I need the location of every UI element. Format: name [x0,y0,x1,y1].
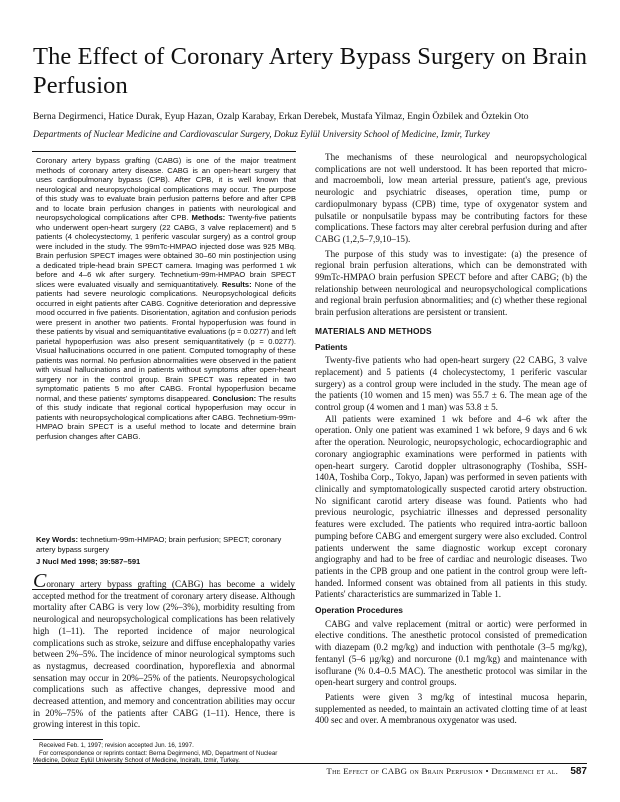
footnote-correspondence: For correspondence or reprints contact: Berna Degirmenci, MD, Department of Nuclear Medicine, Dokuz Eylül University School of Medicine, Inciraltı, Izmir, Turkey. [33,749,278,765]
conclusion-label: Conclusion: [212,393,257,403]
right-column [315,152,587,727]
results-label: Results: [221,279,252,289]
abstract-conclusion: The results of this study indicate that regional cortical hypoperfusion may occur in patients with neuropsychological complications after CABG. Technetium-99m-HMPAO brain SPECT is a useful method to locate and determine brain perfusion changes after CABG. [36,393,296,441]
author-list: Berna Degirmenci, Hatice Durak, Eyup Hazan, Ozalp Karabay, Erkan Derebek, Mustafa Yilmaz, Engin Özbilek and Öztekin Oto [33,111,529,122]
keywords [36,535,294,554]
running-footer [270,766,587,777]
footnote-divider [33,739,103,740]
introduction-text: oronary artery bypass grafting (CABG) has become a widely accepted method for the treatment of coronary artery disease. Although mortality after CABG is very low (2%–3%), morbidity resulting from neurological and neuropsychological complications has been relatively high (1–11). The reported incidence of major neurological complications such as stroke, seizure and diffuse encephalopathy varies between 2%–5%. The incidence of minor neurological symptoms such as nystagmus, decreased coordination, hyporeflexia and abnormal sensation may occur in 20%–25% of the patients. Neuropsychological complications such as affective changes, depressive mood and decreased attention, and memory and concentration abilities may occur in 20%–75% of the patients after CABG (1–11). Hence, there is growing interest in this topic. [33,579,295,730]
abstract [36,156,296,441]
subheading-patients: Patients [315,341,348,352]
journal-citation: J Nucl Med 1998; 39:587–591 [36,557,141,566]
keywords-label: Key Words: [36,535,79,544]
subheading-operation: Operation Procedures [315,605,403,616]
abstract-results: None of the patients had severe neurologic complications. Neuropsychological deficits occurred in eight patients after CABG. Cognitive deterioration and depressive mood occurred in five patients. Disorientation, agitation and confusion periods were present in another two patients. Frontal hypoperfusion was found in these patients by visual and semiquantitative evaluations (p = 0.0277) and left parietal hypoperfusion was also present semiquantitatively (p = 0.0277). Visual hallucinations occurred in one patient. Computed tomography of these patients was normal. No perfusion abnormalities were observed in the patient with visual hallucinations and in patients without symptoms after open-heart surgery nor in the control group. Brain SPECT was repeated in two symptomatic patients 5 mo after CABG. Frontal hypoperfusion became normal, and these patients' symptoms disappeared. [36,279,296,403]
section-heading-methods: MATERIALS AND METHODS [315,325,432,336]
paragraph-examination: All patients were examined 1 wk before and 4–6 wk after the operation. Only one patient was examined 1 wk before, 9 days and 6 wk after the operation. Neurologic, neuropsychologic, echocardiographic and coronary angiographic examinations were performed in patients with open-heart surgery. Carotid doppler ultrasonography (Toshiba, SSH-140A, Toshiba Corp., Tokyo, Japan) was performed in seven patients with clinically and symptomatologically suspected carotid artery obstruction. No significant carotid artery disease was found. Patients who had previous neurologic, psychiatric illnesses and depressed personality features were excluded. The patients who required intra-aortic balloon pumping before CABG and emergent surgery were also excluded. Control patients underwent the same diagnostic workup except coronary angiography and had to be free of cardiac and neurologic diseases. Two patients in the CPB group and one patient in the control group were left-handed. Informed consent was obtained from all patients in this study. Patients' characteristics are summarized in Table 1. [315,413,587,600]
affiliation: Departments of Nuclear Medicine and Cardiovascular Surgery, Dokuz Eylül University School of Medicine, Izmir, Turkey [33,130,490,140]
introduction-paragraph [33,570,295,731]
paragraph-mechanisms: The mechanisms of these neurological and neuropsychological complications are not well understood. It has been reported that micro- and macroemboli, low mean arterial pressure, patient's age, previous neurologic and psychiatric diseases, operation time, pump or cardiopulmonary bypass (CPB) time, type of oxygenator system and pulsatile or nonpulsatile bypass may be contributing factors for these complications. These factors may alter cerebral perfusion during and after CABG (1,2,5–7,9,10–15). [315,152,587,244]
keywords-text: technetium-99m-HMPAO; brain perfusion; SPECT; coronary artery bypass surgery [36,535,282,554]
footnote-received: Received Feb. 1, 1997; revision accepted Jun. 16, 1997. [39,742,194,749]
running-title: The Effect of CABG on Brain Perfusion • Degirmenci et al. [326,766,559,776]
paragraph-heparin: Patients were given 3 mg/kg of intestinal mucosa heparin, supplemented as needed, to maintain an activated clotting time of at least 400 sec and over. A membranous oxygenator was used. [315,691,587,726]
abstract-background: Coronary artery bypass grafting (CABG) is one of the major treatment methods of coronary artery disease. CABG is an open-heart surgery that uses cardiopulmonary bypass (CPB). After CPB, it is well known that neurological and neuropsychological complications may occur. The purpose of this study was to evaluate brain perfusion patterns before and after CPB and to locate brain perfusion changes in patients with neurological and neuropsychological complications after CPB. [36,156,296,222]
footnote [33,742,299,765]
footer-divider [33,763,587,764]
paragraph-purpose: The purpose of this study was to investigate: (a) the presence of regional brain perfusion alterations, which can be demonstrated with 99mTc-HMPAO brain perfusion SPECT before and after CABG; (b) the relationship between neurological and neuropsychological complications and regional brain perfusion abnormalities; and (c) whether these regional brain perfusion alterations are persistent or transient. [315,248,587,318]
paragraph-patients: Twenty-five patients who had open-heart surgery (22 CABG, 3 valve replacement) and 5 patients (4 cholecystectomy, 1 periferic vascular surgery) as a control group were included in the study. The mean age of the patients (10 women and 15 men) was 55.7 ± 6. The mean age of the control group (4 women and 1 man) was 53.8 ± 5. [315,355,587,413]
abstract-methods: Twenty-five patients who underwent open-heart surgery (22 CABG, 3 valve replacement) and 5 patients (4 cholecystectomy, 1 periferic vascular surgery) as a control group were included in the study. The 99mTc-HMPAO injected dose was 925 MBq. Brain perfusion SPECT images were obtained 30–60 min postinjection using a dedicated triple-head brain SPECT camera. Imaging was performed 1 wk before and 4–6 wk after surgery. Technetium-99m-HMPAO brain SPECT slices were evaluated visually and semiquantitatively. [36,213,296,289]
drop-cap: C [33,570,47,592]
paragraph-anesthesia: CABG and valve replacement (mitral or aortic) were performed in elective conditions. The anesthetic protocol consisted of premedication with diazepam (0.2 mg/kg) and induction with penthotale (3–5 mg/kg), fentanyl (5–6 µg/kg) and norcurone (0.1 mg/kg) and maintenance with isoflurane (% 0.4–0.5 MAC). The anesthetic protocol was similar in the open-heart surgery and control groups. [315,618,587,688]
methods-label: Methods: [191,213,226,222]
article-title: The Effect of Coronary Artery Bypass Surgery on Brain Perfusion [33,43,588,99]
page-number: 587 [570,766,587,777]
